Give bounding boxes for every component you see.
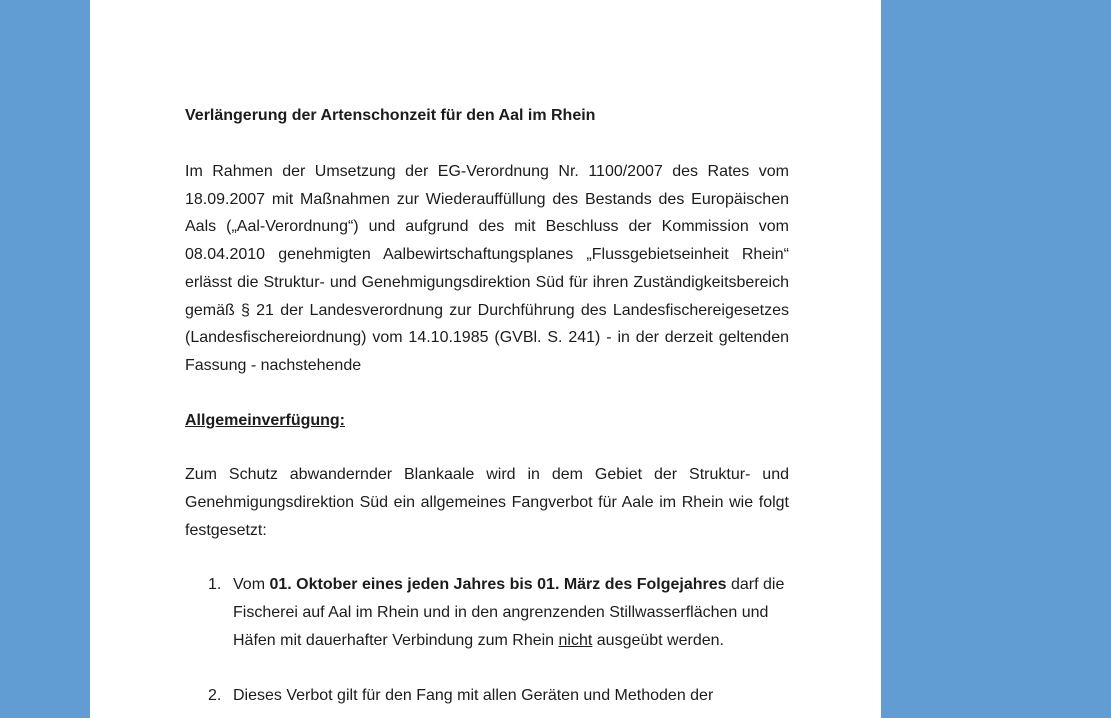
list-number: 2. — [208, 687, 222, 705]
list-text-bold: 01. Oktober eines jeden Jahres bis 01. März des Folgejahres — [269, 576, 727, 594]
section-heading: Allgemeinverfügung: — [185, 411, 346, 429]
list-text-middle: darf die Fischerei auf Aal im Rhein und in den angrenzenden Stillwasserflächen und Häfen mit dauerhafter Verbindung zum Rhein — [233, 576, 785, 649]
list-text-after: ausgeübt werden. — [592, 631, 724, 649]
list-item — [185, 682, 789, 710]
section-paragraph: Zum Schutz abwandernder Blankaale wird in dem Gebiet der Struktur- und Genehmigungsdirektion Süd ein allgemeines Fangverbot für Aale im Rhein wie folgt festgesetzt: — [185, 466, 789, 539]
document-title: Verlängerung der Artenschonzeit für den Aal im Rhein — [185, 107, 596, 124]
document-page — [90, 0, 881, 718]
list-text-before: Vom — [233, 576, 270, 594]
list-text: Dieses Verbot gilt für den Fang mit allen Geräten und Methoden der — [233, 687, 714, 705]
list-text-underlined: nicht — [558, 631, 593, 649]
intro-paragraph: Im Rahmen der Umsetzung der EG-Verordnung Nr. 1100/2007 des Rates vom 18.09.2007 mit Maßnahmen zur Wiederauffüllung des Bestands des Europäischen Aals („Aal-Verordnung“) und aufgrund des mit Beschluss der Kommission vom 08.04.2010 genehmigten Aalbewirtschaftungsplanes „Flussgebietseinheit Rhein“ erlässt die Struktur- und Genehmigungsdirektion Süd für ihren Zuständigkeitsbereich gemäß § 21 der Landesverordnung zur Durchführung des Landesfischereigesetzes (Landesfischereiordnung) vom 14.10.1985 (GVBl. S. 241) - in der derzeit geltenden Fassung - nachstehende — [185, 163, 789, 374]
regulation-list — [185, 571, 789, 710]
page-content — [185, 104, 789, 718]
list-number: 1. — [208, 576, 222, 594]
list-item — [185, 571, 789, 654]
